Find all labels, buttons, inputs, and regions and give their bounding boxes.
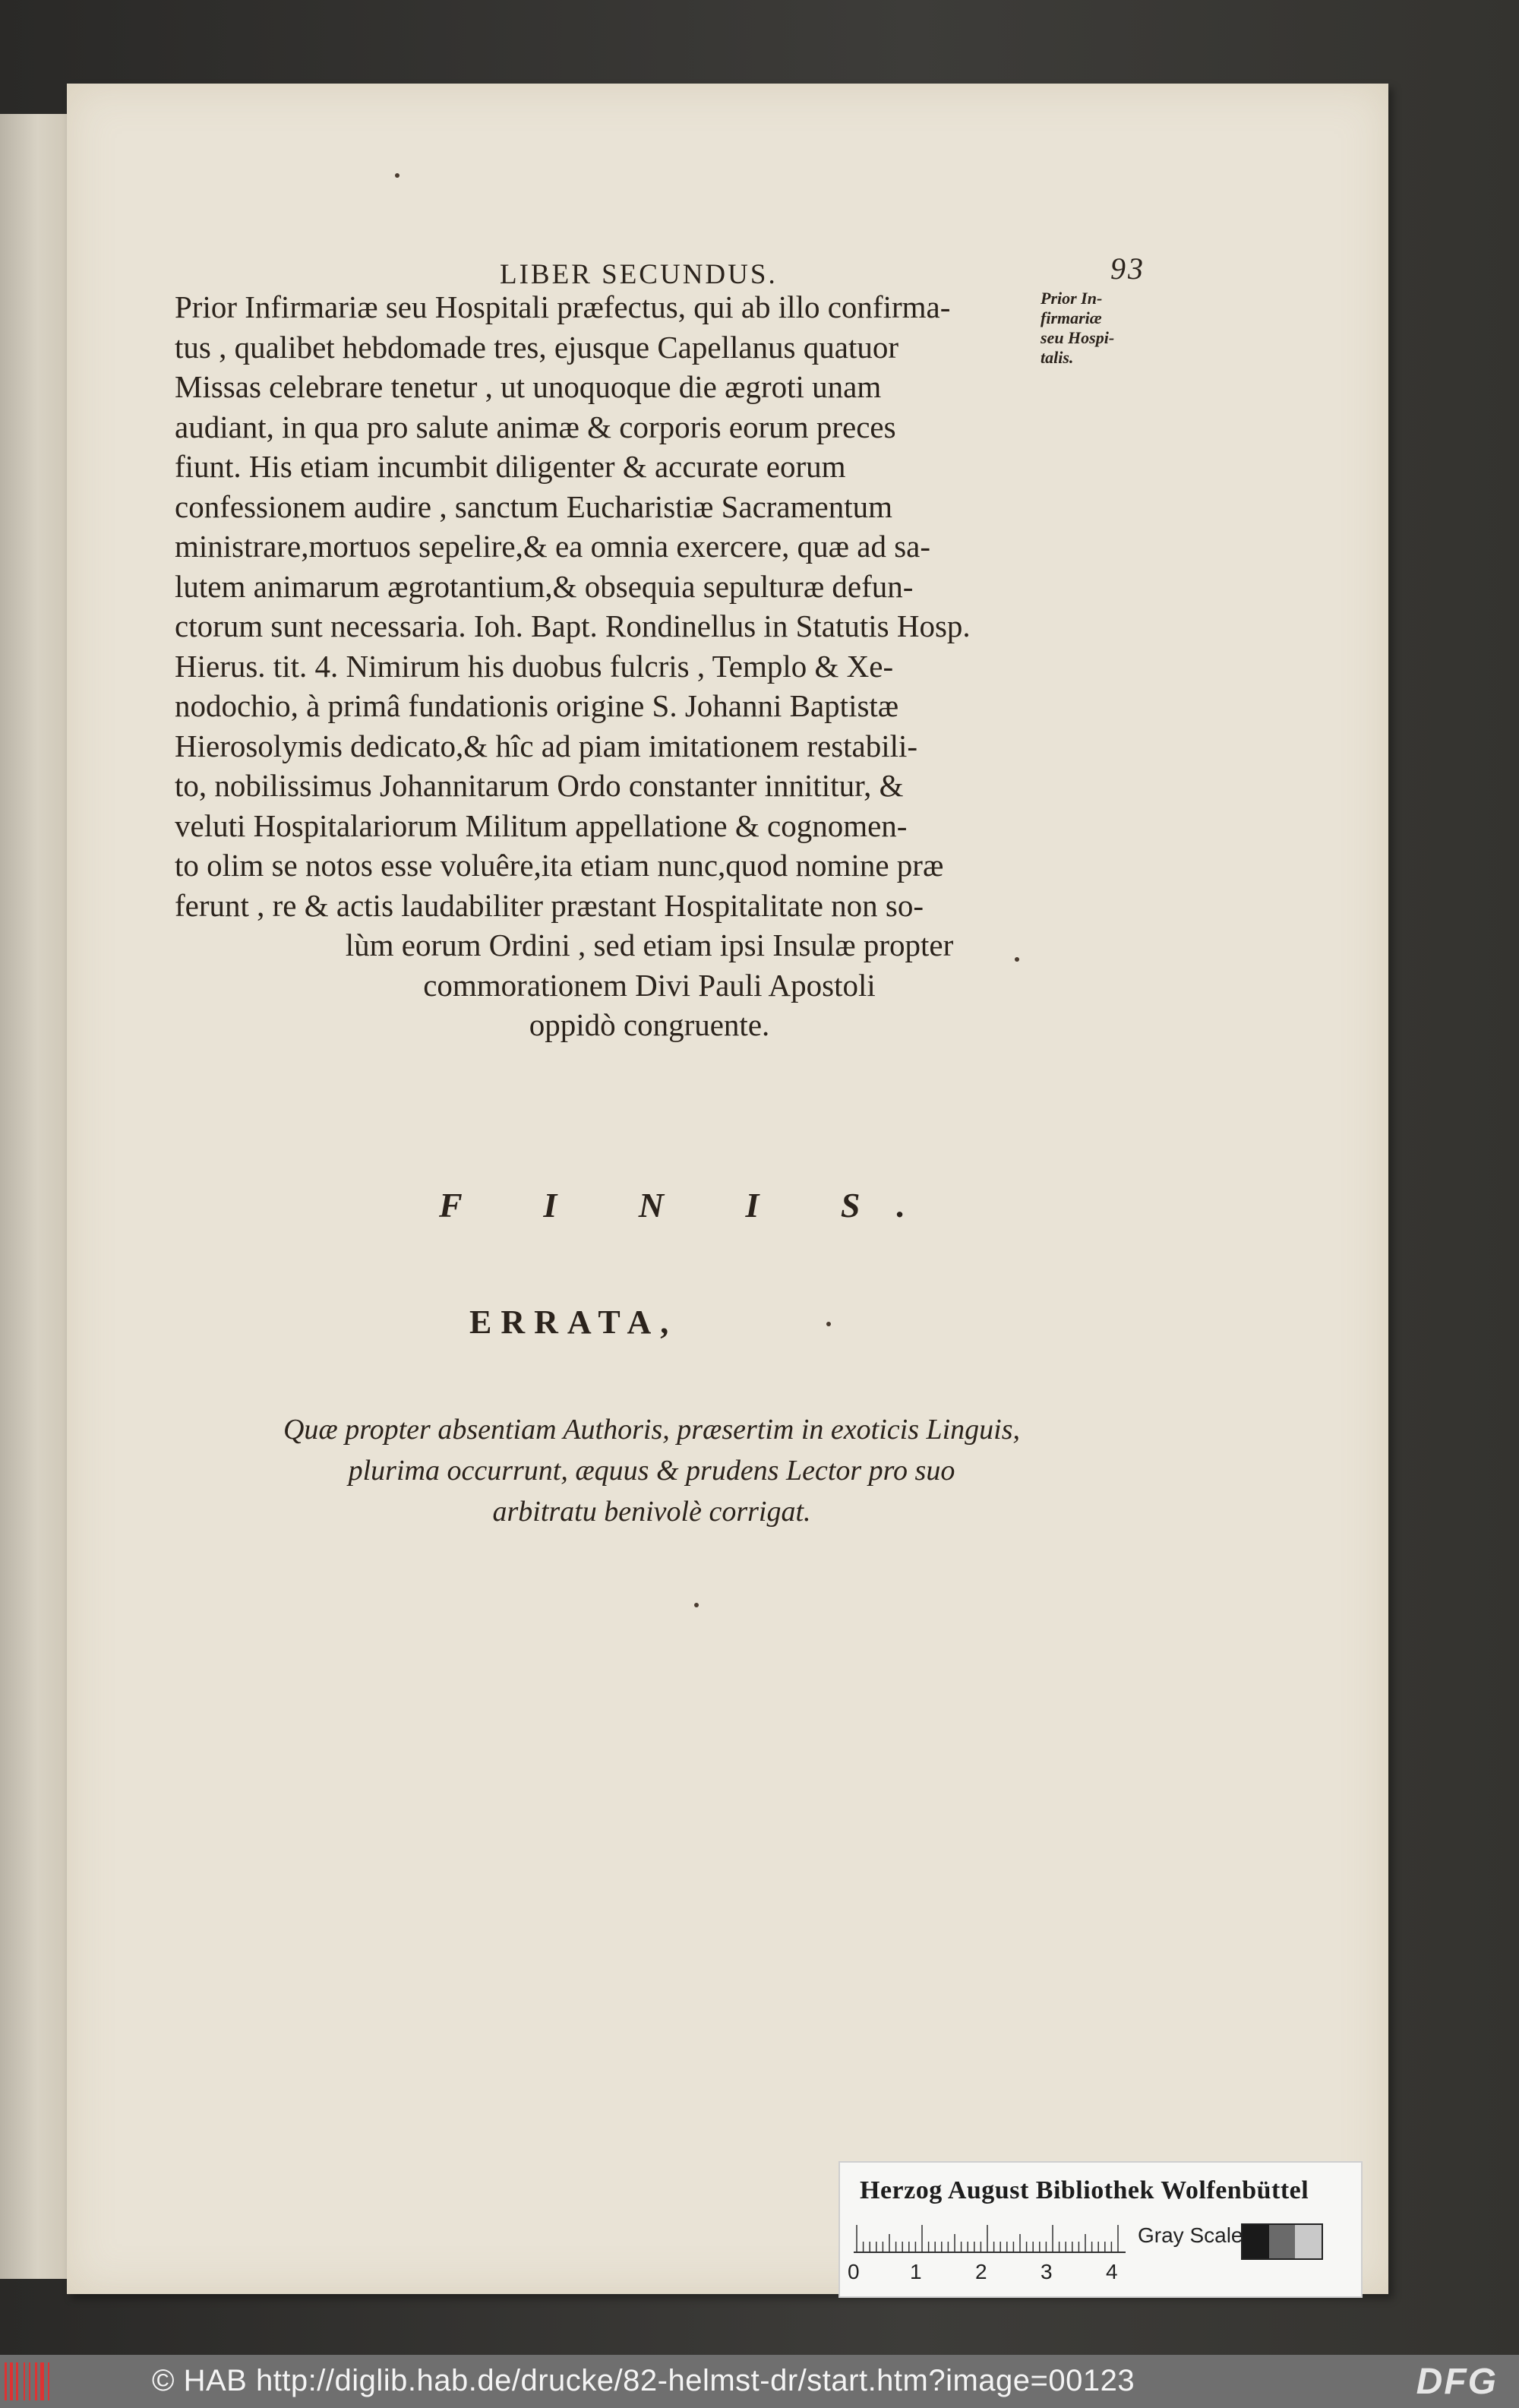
ruler-label: 0: [848, 2260, 860, 2283]
text-line: Hierus. tit. 4. Nimirum his duobus fulcris , Templo & Xe-: [175, 648, 894, 684]
paper-speck: [395, 173, 399, 178]
paper-speck: [1015, 957, 1019, 962]
errata-line: plurima occurrunt, æquus & prudens Lector pro suo: [348, 1455, 955, 1487]
text-line: ministrare,mortuos sepelire,& ea omnia exercere, quæ ad sa-: [175, 529, 931, 564]
text-line: ctorum sunt necessaria. Ioh. Bapt. Rondinellus in Statutis Hosp.: [175, 608, 971, 643]
gray-scale-label: Gray Scale: [1138, 2223, 1243, 2247]
previous-page-edge: [0, 114, 71, 2279]
footer-credit: © HAB http://diglib.hab.de/drucke/82-helmst-dr/start.htm?image=00123: [152, 2364, 1135, 2397]
text-line: veluti Hospitalariorum Militum appellatione & cognomen-: [175, 807, 908, 843]
errata-line: Quæ propter absentiam Authoris, præsertim in exoticis Linguis,: [283, 1414, 1021, 1446]
text-line: confessionem audire , sanctum Eucharistiæ Sacramentum: [175, 488, 893, 524]
finis-heading: F I N I S.: [439, 1186, 942, 1225]
text-line: lutem animarum ægrotantium,& obsequia sepulturæ defun-: [175, 568, 914, 604]
text-line: audiant, in qua pro salute animæ & corporis eorum preces: [175, 409, 896, 444]
library-name: Herzog August Bibliothek Wolfenbüttel: [860, 2176, 1309, 2204]
text-line: Prior Infirmariæ seu Hospitali præfectus, qui ab illo confirma-: [175, 289, 951, 324]
text-line: to, nobilissimus Johannitarum Ordo constanter innititur, &: [175, 768, 904, 803]
text-line: lùm eorum Ordini , sed etiam ipsi Insulæ propter: [345, 927, 954, 962]
page-number: 93: [1110, 251, 1145, 286]
errata-heading: ERRATA,: [469, 1304, 678, 1341]
text-line: Hierosolymis dedicato,& hîc ad piam imitationem restabili-: [175, 728, 918, 763]
color-reference-card: [838, 2161, 1363, 2298]
swatch-light: [1295, 2225, 1322, 2258]
paper-speck: [694, 1603, 699, 1607]
text-line: commorationem Divi Pauli Apostoli: [423, 967, 876, 1003]
text-line: fiunt. His etiam incumbit diligenter & accurate eorum: [175, 449, 846, 484]
paper-speck: [826, 1322, 831, 1326]
ruler-labels: [848, 2260, 1136, 2287]
margin-note-line: Prior In-: [1041, 289, 1103, 308]
text-line: to olim se notos esse voluêre,ita etiam nunc,quod nomine præ: [175, 848, 944, 883]
text-line: nodochio, à primâ fundationis origine S. Johanni Baptistæ: [175, 688, 899, 723]
body-text: [175, 287, 1124, 1045]
text-line: Missas celebrare tenetur , ut unoquoque die ægroti unam: [175, 369, 882, 404]
footer-bar: [0, 2355, 1519, 2408]
ruler-scale: [854, 2223, 1126, 2254]
dfg-logo: DFG: [1416, 2362, 1498, 2402]
margin-note-line: firmariæ: [1041, 308, 1102, 327]
swatch-mid: [1269, 2225, 1296, 2258]
ruler-label: 3: [1041, 2260, 1053, 2283]
ruler-label: 2: [975, 2260, 987, 2283]
margin-note-line: talis.: [1041, 348, 1074, 367]
errata-note: [173, 1409, 1130, 1532]
ruler-label: 4: [1106, 2260, 1118, 2283]
running-title: LIBER SECUNDUS.: [500, 259, 778, 290]
gray-scale-swatch: [1241, 2223, 1323, 2260]
errata-line: arbitratu benivolè corrigat.: [492, 1496, 811, 1528]
text-line: tus , qualibet hebdomade tres, ejusque Capellanus quatuor: [175, 329, 899, 365]
margin-note-line: seu Hospi-: [1041, 328, 1115, 347]
text-line: ferunt , re & actis laudabiliter præstant Hospitalitate non so-: [175, 887, 924, 923]
margin-note: [1041, 289, 1177, 368]
swatch-dark: [1243, 2225, 1269, 2258]
barcode-icon: [5, 2362, 64, 2400]
book-page: [67, 84, 1388, 2294]
text-line: oppidò congruente.: [529, 1007, 770, 1042]
ruler-label: 1: [910, 2260, 922, 2283]
